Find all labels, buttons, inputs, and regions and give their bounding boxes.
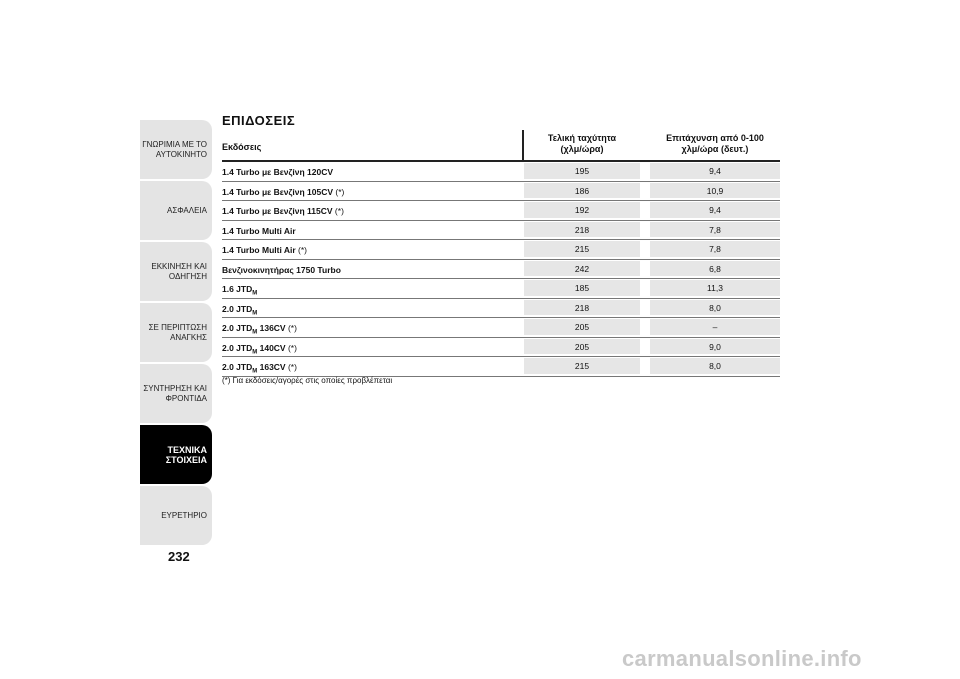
version-power: 163CV xyxy=(257,362,286,372)
table-row xyxy=(222,299,780,319)
header-acceleration: Επιτάχυνση από 0-100 χλμ/ώρα (δευτ.) xyxy=(666,133,764,154)
row-top-speed: 205 xyxy=(524,319,640,335)
version-name: 2.0 JTD xyxy=(222,342,253,353)
table-row xyxy=(222,240,780,260)
version-power: 140CV xyxy=(257,342,286,353)
row-acceleration: 8,0 xyxy=(650,300,780,316)
table-row xyxy=(222,338,780,358)
version-name: 1.4 Turbo Multi Air xyxy=(222,225,296,236)
version-name: 1.4 Turbo Multi Air xyxy=(222,245,296,255)
side-tab[interactable] xyxy=(140,120,212,179)
side-tab-label: ΓΝΩΡΙΜΙΑ ΜΕ ΤΟ ΑΥΤΟΚΙΝΗΤΟ xyxy=(142,139,207,159)
row-top-speed: 218 xyxy=(524,222,640,238)
row-top-speed: 218 xyxy=(524,300,640,316)
side-tab[interactable] xyxy=(140,181,212,240)
row-version xyxy=(222,323,297,336)
row-version xyxy=(222,226,296,239)
row-version xyxy=(222,187,344,200)
table-body xyxy=(222,162,780,377)
row-top-speed: 195 xyxy=(524,163,640,179)
row-version xyxy=(222,304,257,317)
side-tab[interactable] xyxy=(140,425,212,484)
page-title: ΕΠΙΔΟΣΕΙΣ xyxy=(222,113,296,128)
version-name: 2.0 JTD xyxy=(222,362,253,372)
version-footnote-mark: (*) xyxy=(332,206,344,216)
version-subscript: M xyxy=(252,368,258,375)
version-name: 2.0 JTD xyxy=(222,323,253,333)
table-row xyxy=(222,201,780,221)
row-acceleration: 9,4 xyxy=(650,163,780,179)
version-footnote-mark: (*) xyxy=(333,186,345,197)
version-name: Βενζινοκινητήρας 1750 Turbo xyxy=(222,264,341,275)
header-version: Εκδόσεις xyxy=(222,142,262,152)
row-acceleration: 7,8 xyxy=(650,222,780,238)
version-power: 136CV xyxy=(257,323,286,333)
row-version xyxy=(222,284,257,297)
table-row xyxy=(222,221,780,241)
table-row xyxy=(222,260,780,280)
version-footnote-mark: (*) xyxy=(285,323,297,333)
side-tab-label: ΕΥΡΕΤΗΡΙΟ xyxy=(161,510,207,520)
row-version xyxy=(222,265,341,278)
side-tab[interactable] xyxy=(140,364,212,423)
row-version xyxy=(222,206,344,219)
version-name: 1.4 Turbo με Βενζίνη 105CV xyxy=(222,186,334,197)
side-tab[interactable] xyxy=(140,303,212,362)
side-tab[interactable] xyxy=(140,486,212,545)
table-row xyxy=(222,318,780,338)
side-tab-label: ΑΣΦΑΛΕΙΑ xyxy=(166,205,207,215)
version-footnote-mark: (*) xyxy=(295,245,308,255)
row-top-speed: 215 xyxy=(524,358,640,374)
version-subscript: M xyxy=(252,329,258,336)
version-name: 1.4 Turbo με Βενζίνη 120CV xyxy=(222,167,334,177)
row-acceleration: 10,9 xyxy=(650,183,780,199)
version-subscript: M xyxy=(252,310,258,317)
version-subscript: M xyxy=(252,290,258,297)
version-subscript: M xyxy=(252,349,258,356)
row-acceleration: 7,8 xyxy=(650,241,780,257)
table-header xyxy=(222,130,780,162)
version-name: 1.4 Turbo με Βενζίνη 115CV xyxy=(222,206,333,216)
row-top-speed: 215 xyxy=(524,241,640,257)
side-tab-label: ΕΚΚΙΝΗΣΗ ΚΑΙ ΟΔΗΓΗΣΗ xyxy=(151,261,207,281)
row-acceleration: 11,3 xyxy=(650,280,780,296)
version-name: 1.6 JTD xyxy=(222,284,253,294)
row-version xyxy=(222,245,307,258)
row-acceleration: 9,4 xyxy=(650,202,780,218)
table-row xyxy=(222,162,780,182)
footnote: (*) Για εκδόσεις/αγορές στις οποίες προβλέπεται xyxy=(222,376,393,385)
row-acceleration: 9,0 xyxy=(650,339,780,355)
row-top-speed: 205 xyxy=(524,339,640,355)
row-version xyxy=(222,362,297,375)
side-tab[interactable] xyxy=(140,242,212,301)
row-top-speed: 192 xyxy=(524,202,640,218)
row-acceleration: 8,0 xyxy=(650,358,780,374)
version-footnote-mark: (*) xyxy=(285,342,297,353)
table-row xyxy=(222,357,780,377)
row-top-speed: 242 xyxy=(524,261,640,277)
table-row xyxy=(222,279,780,299)
row-acceleration: 6,8 xyxy=(650,261,780,277)
page-number: 232 xyxy=(168,549,190,564)
side-tab-label: ΤΕΧΝΙΚΑ ΣΤΟΙΧΕΙΑ xyxy=(165,444,207,465)
side-tab-label: ΣΥΝΤΗΡΗΣΗ ΚΑΙ ΦΡΟΝΤΙΔΑ xyxy=(143,383,207,403)
performance-table xyxy=(222,130,780,377)
row-top-speed: 186 xyxy=(524,183,640,199)
header-top-speed: Τελική ταχύτητα (χλμ/ώρα) xyxy=(547,133,617,154)
version-footnote-mark: (*) xyxy=(285,362,297,372)
row-acceleration: – xyxy=(650,319,780,335)
row-version xyxy=(222,343,297,356)
side-tabs xyxy=(140,120,212,547)
row-top-speed: 185 xyxy=(524,280,640,296)
row-version xyxy=(222,167,333,180)
version-name: 2.0 JTD xyxy=(222,303,253,314)
side-tab-label: ΣΕ ΠΕΡΙΠΤΩΣΗ ΑΝΑΓΚΗΣ xyxy=(148,322,207,342)
watermark: carmanualsonline.info xyxy=(622,646,862,671)
table-row xyxy=(222,182,780,202)
